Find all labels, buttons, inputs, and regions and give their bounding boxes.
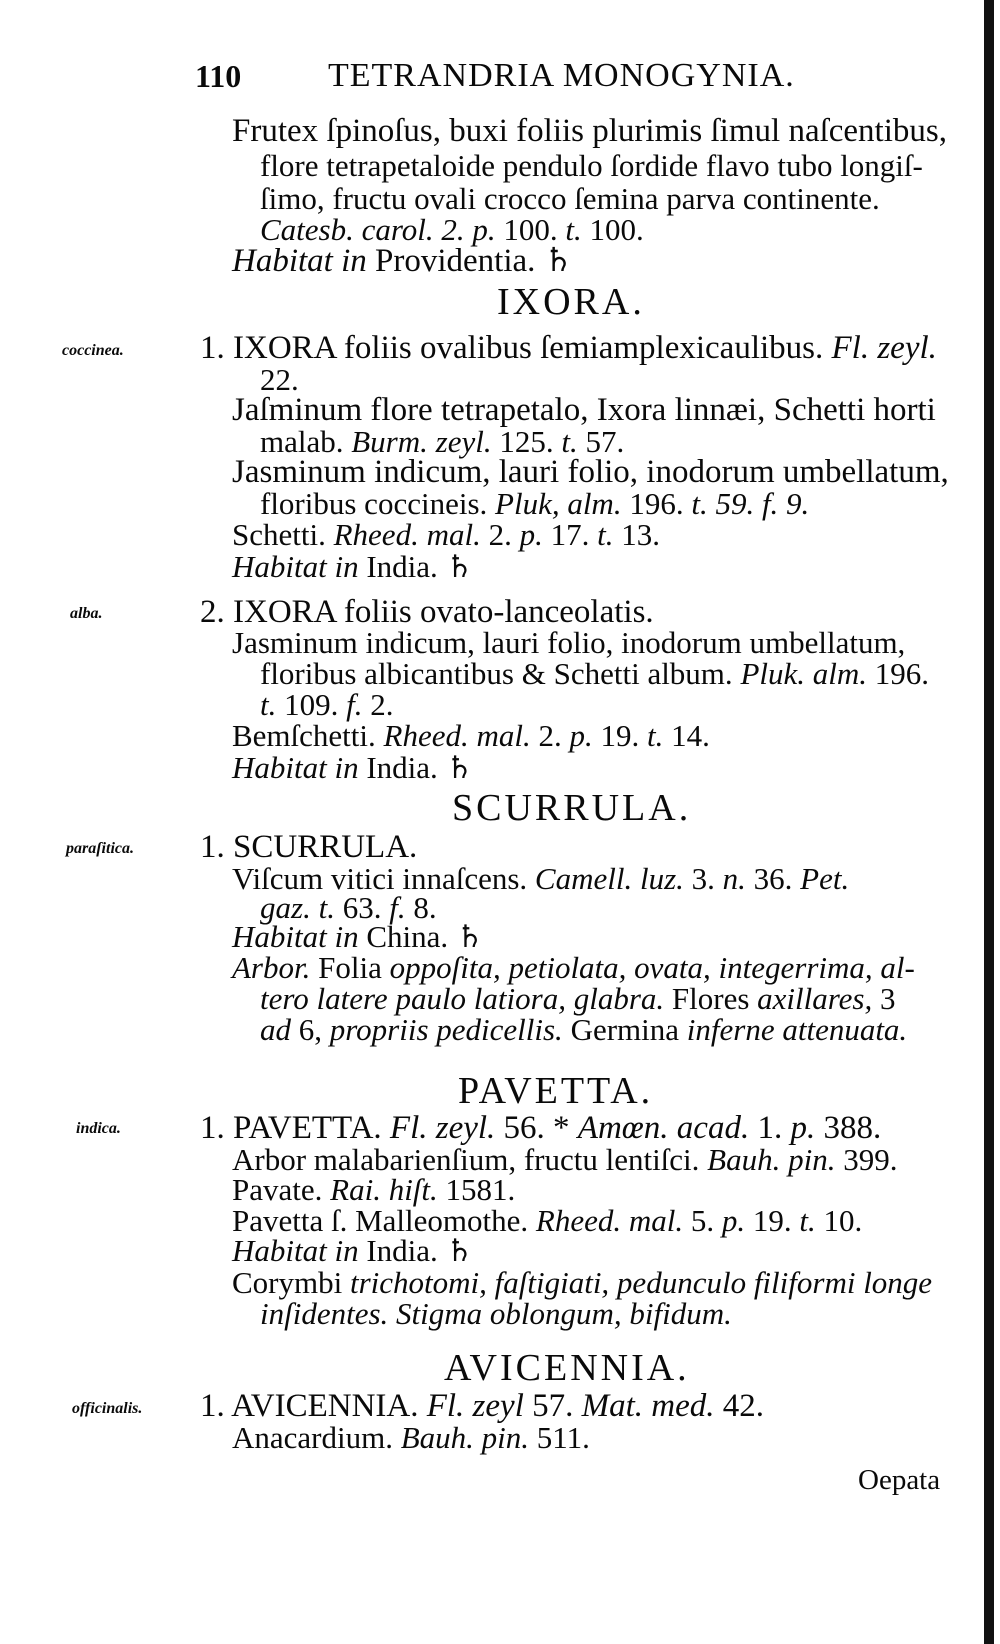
genus-heading-pavetta: PAVETTA. xyxy=(458,1070,654,1112)
pavetta-line-4: Pavetta ſ. Malleomothe. Rheed. mal. 5. p. 19. t. 10. xyxy=(232,1203,863,1238)
pavetta-line-7: inſidentes. Stigma oblongum, bifidum. xyxy=(260,1296,732,1331)
pavetta-line-6: Corymbi trichotomi, faſtigiati, pedunculo filiformi longe xyxy=(232,1265,933,1300)
scurrula-line-2: Viſcum vitici innaſcens. Camell. luz. 3. n. 36. Pet. xyxy=(232,861,850,896)
citation-catesby: Catesb. carol. 2. p. xyxy=(260,212,496,247)
scurrula-habitat: Habitat in China. ♄ xyxy=(232,919,484,954)
page-edge-shadow xyxy=(984,0,994,1644)
pavetta-line-3: Pavate. Rai. hiſt. 1581. xyxy=(232,1172,516,1207)
avicennia-line-2: Anacardium. Bauh. pin. 511. xyxy=(232,1420,590,1455)
pavetta-line-2: Arbor malabarienſium, fructu lentiſci. Bauh. pin. 399. xyxy=(232,1142,898,1177)
genus-heading-scurrula: SCURRULA. xyxy=(452,787,692,829)
margin-parasitica: paraſitica. xyxy=(66,840,134,857)
page-number: 110 xyxy=(195,58,242,94)
top-line-4: Catesb. carol. 2. p. 100. t. 100. xyxy=(260,212,644,247)
genus-heading-avicennia: AVICENNIA. xyxy=(444,1347,690,1389)
scurrula-line-7: ad 6, propriis pedicellis. Germina inferne attenuata. xyxy=(260,1012,908,1047)
ixora-2-line-1: 2. IXORA foliis ovato-lanceolatis. xyxy=(200,594,654,630)
avicennia-line-1: 1. AVICENNIA. Fl. zeyl 57. Mat. med. 42. xyxy=(200,1388,765,1424)
top-line-2: flore tetrapetaloide pendulo ſordide flavo tubo longiſ- xyxy=(260,148,923,183)
top-habitat: Habitat in Providentia. ♄ xyxy=(232,243,574,279)
pavetta-line-1: 1. PAVETTA. Fl. zeyl. 56. * Amœn. acad. 1. p. 388. xyxy=(200,1110,882,1146)
running-title: TETRANDRIA MONOGYNIA. xyxy=(328,57,795,94)
ixora-1-line-6: floribus coccineis. Pluk, alm. 196. t. 59. f. 9. xyxy=(260,486,810,521)
ixora-2-line-2: Jasminum indicum, lauri folio, inodorum umbellatum, xyxy=(232,625,906,660)
pavetta-habitat: Habitat in India. ♄ xyxy=(232,1233,474,1268)
genus-heading-ixora: IXORA. xyxy=(497,281,645,323)
top-line-1: Frutex ſpinoſus, buxi foliis plurimis ſimul naſcentibus, xyxy=(232,113,947,149)
top-line-3: ſimo, fructu ovali crocco ſemina parva continente. xyxy=(260,181,880,216)
ixora-1-line-7: Schetti. Rheed. mal. 2. p. 17. t. 13. xyxy=(232,517,660,552)
margin-officinalis: officinalis. xyxy=(72,1400,143,1417)
ixora-1-line-2: 22. xyxy=(260,362,299,397)
catchword: Oepata xyxy=(858,1464,941,1496)
ixora-1-line-3: Jaſminum flore tetrapetalo, Ixora linnæi, Schetti horti xyxy=(232,392,936,428)
ixora-1-line-4: malab. Burm. zeyl. 125. t. 57. xyxy=(260,424,625,459)
ixora-2-habitat: Habitat in India. ♄ xyxy=(232,750,474,785)
scurrula-line-1: 1. SCURRULA. xyxy=(200,829,418,865)
margin-coccinea: coccinea. xyxy=(62,342,124,359)
margin-indica: indica. xyxy=(76,1120,121,1137)
scurrula-line-6: tero latere paulo latiora, glabra. Flores axillares, 3 xyxy=(260,981,896,1016)
scurrula-line-5: Arbor. Folia oppoſita, petiolata, ovata, integerrima, al- xyxy=(232,950,915,985)
ixora-2-line-5: Bemſchetti. Rheed. mal. 2. p. 19. t. 14. xyxy=(232,718,710,753)
margin-alba: alba. xyxy=(70,605,103,622)
ixora-2-line-4: t. 109. f. 2. xyxy=(260,687,394,722)
ixora-1-line-1: 1. IXORA foliis ovalibus ſemiamplexicaulibus. Fl. zeyl. xyxy=(200,330,937,366)
ixora-2-line-3: floribus albicantibus & Schetti album. Pluk. alm. 196. xyxy=(260,656,929,691)
ixora-1-line-5: Jasminum indicum, lauri folio, inodorum umbellatum, xyxy=(232,454,949,490)
scurrula-line-3: gaz. t. 63. f. 8. xyxy=(260,890,437,925)
ixora-1-habitat: Habitat in India. ♄ xyxy=(232,549,474,584)
